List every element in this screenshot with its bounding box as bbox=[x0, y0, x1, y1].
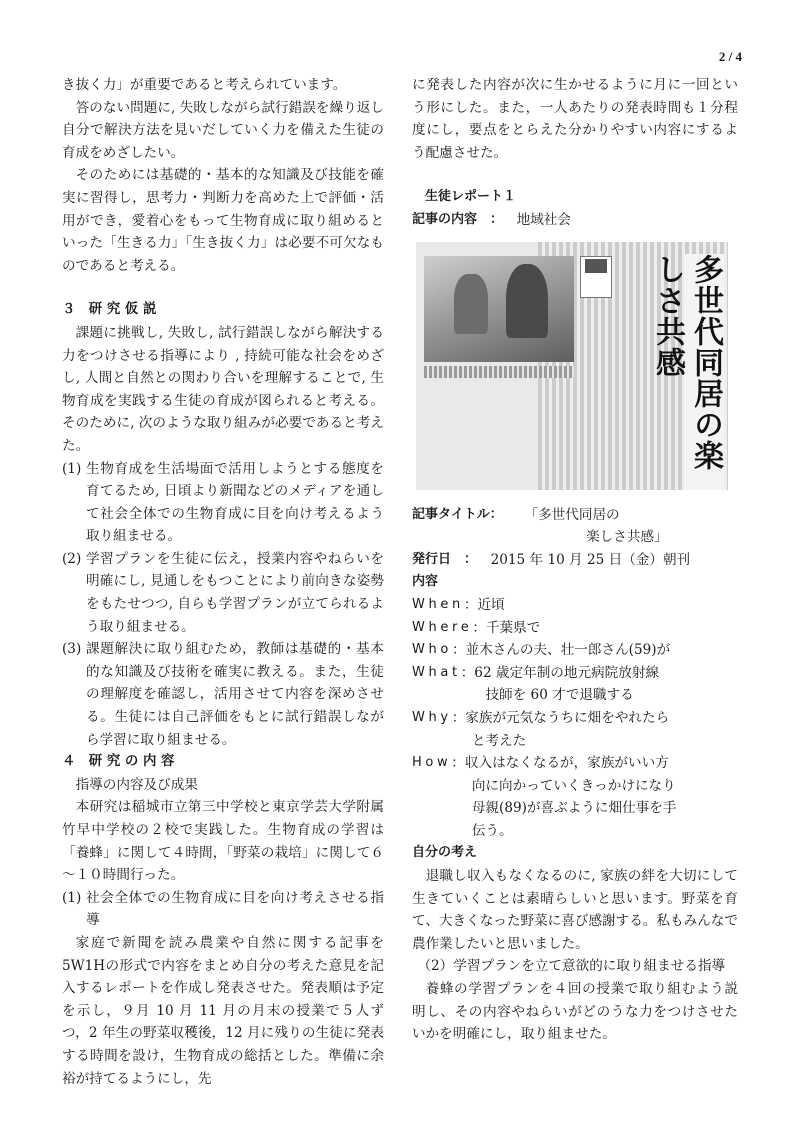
hypothesis-item-number: (2) bbox=[62, 550, 82, 567]
who-value: ：並木さんの夫、壮一郎さん(59)が bbox=[451, 642, 671, 659]
content-item-1-body: 家庭で新聞を読み農業や自然に関する記事を5W1Hの形式で内容をまとめ自分の考えた意見を記入するレポートを作成し発表させた。発表順は予定を示し，９月 10 月 11 月の月末の授業で５人ずつ，2 年生の野菜収穫後，12 月に残りの生徒に発表する時間を設け，生物育成の総括とした。準備に余裕が持てるようにし，先 bbox=[62, 934, 384, 1087]
content-item-title: 社会全体での生物育成に目を向け考えさせる指導 bbox=[86, 889, 384, 929]
article-content-value: 地域社会 bbox=[516, 211, 571, 228]
page-number: 2 / 4 bbox=[718, 49, 742, 64]
content-item-2-body: 養蜂の学習プランを４回の授業で取り組むよう説明し、その内容やねらいがどのうな力をつけさせたいかを明確にし，取り組ませた。 bbox=[412, 981, 738, 1043]
clipping-photo bbox=[424, 256, 574, 362]
how-value-continued-3: 伝う。 bbox=[471, 822, 513, 839]
article-title-row bbox=[412, 504, 738, 527]
article-content-row bbox=[412, 209, 738, 232]
article-title-line-1: 「多世代同居の bbox=[524, 506, 620, 523]
left-column bbox=[62, 74, 384, 1090]
hypothesis-item-text: 学習プランを生徒に伝え，授業内容やねらいを明確にし, 見通しをもつことにより前向きな姿勢をもたせつつ, 自らも学習プランが立てられるよう取り組ませる。 bbox=[86, 550, 384, 635]
section-4-subheading: 指導の内容及び成果 bbox=[75, 776, 198, 793]
what-value-continued: 技師を 60 才で退職する bbox=[485, 687, 634, 704]
when-label: When bbox=[412, 596, 464, 612]
newspaper-clipping-image bbox=[416, 242, 728, 490]
how-row bbox=[412, 752, 738, 775]
opinion-label: 自分の考え bbox=[412, 845, 478, 861]
what-value: ：62 歳定年制の地元病院放射線 bbox=[460, 664, 660, 681]
who-row bbox=[412, 639, 738, 662]
opinion-body: 退職し収入もなくなるのに, 家族の絆を大切にして生きていくことは素晴らしいと思います。野菜を育て、大きくなった野菜に喜び感謝する。私もみんなで農作業したいと思いました。 bbox=[412, 868, 738, 952]
publish-date-value: 2015 年 10 月 25 日（金）朝刊 bbox=[490, 551, 691, 568]
why-value-continued: と考えた bbox=[471, 732, 527, 749]
content-label: 内容 bbox=[412, 574, 439, 590]
publish-date-label: 発行日 ： bbox=[412, 551, 478, 567]
hypothesis-item-1 bbox=[62, 458, 384, 548]
section-4-body: 本研究は稲城市立第三中学校と東京学芸大学附属竹早中学校の２校で実践した。生物育成の学習は「養蜂」に関して４時間，「野菜の栽培」に関して６～１０時間行った。 bbox=[62, 799, 384, 884]
where-label: Where bbox=[412, 619, 473, 635]
article-title-line-2: 楽しさ共感」 bbox=[586, 529, 668, 546]
why-label: Why bbox=[412, 709, 452, 725]
what-label: What bbox=[412, 664, 461, 680]
when-row bbox=[412, 594, 738, 617]
content-item-1-title bbox=[62, 887, 384, 932]
how-value-continued-1: 向に向かっていくきっかけになり bbox=[471, 777, 676, 794]
hypothesis-item-2 bbox=[62, 548, 384, 638]
intro-paragraph-2: そのためには基礎的・基本的な知識及び技能を確実に習得し，思考力・判断力を高めた上で評価・活用ができ，愛着心をもって生物育成に取り組めるといった「生きる力」「生き抜く力」は必要不可欠なものであると考える。 bbox=[62, 167, 384, 274]
section-3-heading: ３ 研 究 仮 説 bbox=[62, 302, 157, 318]
intro-continuation: き抜く力」が重要であると考えられています。 bbox=[62, 77, 347, 93]
hypothesis-item-3 bbox=[62, 638, 384, 751]
hypothesis-item-text: 生物育成を生活場面で活用しようとする態度を育てるため, 日頃より新聞などのメディアを通して社会全体での生物育成に目を向け考えるよう取り組ませる。 bbox=[86, 460, 384, 545]
hypothesis-item-number: (1) bbox=[62, 460, 82, 477]
right-column bbox=[412, 74, 738, 1046]
section-4-heading: ４ 研 究 の 内 容 bbox=[62, 754, 175, 770]
why-value: ：家族が元気なうちに畑をやれたら bbox=[451, 709, 670, 726]
how-value: ：収入はなくなるが，家族がいい方 bbox=[451, 755, 669, 772]
when-value: ：近頃 bbox=[463, 596, 505, 613]
how-label: How bbox=[412, 755, 452, 771]
section-3-body: 課題に挑戦し, 失敗し, 試行錯誤しながら解決する力をつけさせる指導により , 持続可能な社会をめざし, 人間と自然との関わり合いを理解することで, 生物育成を実践する生徒の育成が図られると考える。そのために, 次のような取り組みが必要であると考えた。 bbox=[62, 324, 384, 454]
student-report-title: 生徒レポート１ bbox=[425, 189, 517, 205]
content-item-2-title: （2）学習プランを立て意欲的に取り組ませる指導 bbox=[417, 958, 726, 975]
clipping-column-label bbox=[580, 256, 612, 298]
content-item-number: (1) bbox=[62, 889, 82, 906]
where-row bbox=[412, 617, 738, 640]
who-label: Who bbox=[412, 642, 452, 658]
intro-paragraph-1: 答のない問題に, 失敗しながら試行錯誤を繰り返し自分で解決方法を見いだしていく力を備えた生徒の育成をめざしたい。 bbox=[62, 99, 384, 161]
hypothesis-item-text: 課題解決に取り組むため，教師は基礎的・基本的な知識及び技術を確実に教える。また，生徒の理解度を確認し，活用させて内容を深めさせる。生徒には自己評価をもとに試行錯誤しながら学習に取り組ませる。 bbox=[86, 641, 384, 748]
content-item-1-continued: に発表した内容が次に生かせるように月に一回という形にした。また，一人あたりの発表時間も１分程度にし，要点をとらえた分かりやすい内容にするよう配慮させた。 bbox=[412, 77, 738, 161]
article-title-label: 記事タイトル： bbox=[412, 506, 503, 522]
how-value-continued-2: 母親(89)が喜ぶように畑仕事を手 bbox=[471, 800, 677, 817]
what-row bbox=[412, 662, 738, 685]
clipping-headline: 多世代同居の楽しさ共感 bbox=[684, 254, 724, 490]
hypothesis-item-number: (3) bbox=[62, 641, 82, 658]
clipping-photo-caption bbox=[424, 366, 574, 378]
publish-date-row bbox=[412, 549, 738, 572]
why-row bbox=[412, 707, 738, 730]
article-content-label: 記事の内容 ： bbox=[412, 211, 504, 227]
where-value: ：千葉県で bbox=[472, 619, 541, 636]
